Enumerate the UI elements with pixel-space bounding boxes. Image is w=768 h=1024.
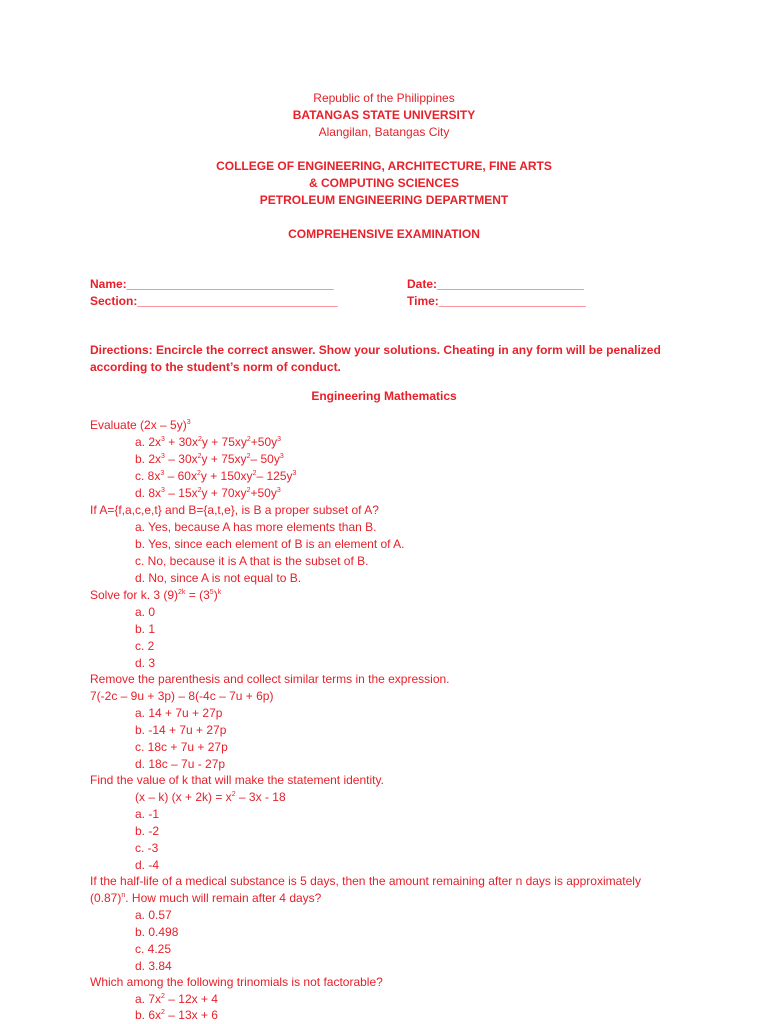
directions-line2: according to the student’s norm of conduct.	[90, 360, 341, 374]
q4-option-a[interactable]: a. 14 + 7u + 27p	[135, 706, 223, 720]
q3-option-c[interactable]: c. 2	[135, 639, 155, 653]
header-department: PETROLEUM ENGINEERING DEPARTMENT	[259, 193, 509, 207]
name-field[interactable]: Name:_______________________________	[90, 277, 334, 291]
q4-option-d[interactable]: d. 18c – 7u - 27p	[135, 757, 226, 771]
q3-option-b[interactable]: b. 1	[135, 622, 156, 636]
q1-option-b[interactable]: b. $2x^3 - 30x^2y + 75xy^2-$ $50y^3$	[135, 452, 284, 466]
question-5-expression: (x – k) $(x + 2k) = x^2 - 3x - 18$	[135, 790, 286, 804]
header-republic: Republic of the Philippines	[313, 91, 455, 105]
q4-option-b[interactable]: b. -14 + 7u + 27p	[135, 723, 227, 737]
q3-option-d[interactable]: d. 3	[135, 656, 156, 670]
q5-option-c[interactable]: c. -3	[135, 841, 159, 855]
q6-option-a[interactable]: a. 0.57	[135, 908, 172, 922]
question-2: If A={f,a,c,e,t} and B={a,t,e}, is B a proper subset of A?	[90, 503, 379, 517]
q7-option-b[interactable]: b. $6x^2 - 13x + 6$	[135, 1008, 218, 1022]
header-location: Alangilan, Batangas City	[318, 125, 450, 139]
q7-option-a[interactable]: a. $7x^2 - 12x + 4$	[135, 992, 218, 1006]
q5-option-d[interactable]: d. -4	[135, 858, 160, 872]
q6-option-c[interactable]: c. 4.25	[135, 942, 172, 956]
exam-title: COMPREHENSIVE EXAMINATION	[288, 227, 480, 241]
q2-option-d[interactable]: d. No, since A is not equal to B.	[135, 571, 302, 585]
header-college-line1: COLLEGE OF ENGINEERING, ARCHITECTURE, FINE ARTS	[216, 159, 552, 173]
q2-option-c[interactable]: c. No, because it is A that is the subset of B.	[135, 554, 369, 568]
q3-option-a[interactable]: a. 0	[135, 605, 156, 619]
header-college-line2: & COMPUTING SCIENCES	[308, 176, 459, 190]
question-5: Find the value of k that will make the statement identity.	[90, 773, 384, 787]
question-6-line2: $(0.87)^n$. How much will remain after 4 days?	[90, 891, 322, 905]
question-1-exponent: 3	[186, 419, 191, 426]
q6-option-d[interactable]: d. 3.84	[135, 959, 172, 973]
q5-option-b[interactable]: b. -2	[135, 824, 160, 838]
q5-option-a[interactable]: a. -1	[135, 807, 160, 821]
section-field[interactable]: Section:______________________________	[90, 294, 338, 308]
directions-line1: Directions: Encircle the correct answer. Show your solutions. Cheating in any form will be penalized	[90, 343, 661, 357]
q1-option-c[interactable]: c. $8x^3 - 60x^2y + 150xy^2-$ $125y^3$	[135, 469, 297, 483]
q6-option-b[interactable]: b. 0.498	[135, 925, 179, 939]
question-6-line1: If the half-life of a medical substance is 5 days, then the amount remaining after n days is approximately	[90, 874, 641, 888]
question-7: Which among the following trinomials is not factorable?	[90, 975, 383, 989]
q2-option-b[interactable]: b. Yes, since each element of B is an element of A.	[135, 537, 405, 551]
header-university: BATANGAS STATE UNIVERSITY	[292, 108, 476, 122]
question-4: Remove the parenthesis and collect similar terms in the expression.	[90, 672, 450, 686]
question-1	[90, 417, 191, 434]
q4-option-c[interactable]: c. 18c + 7u + 27p	[135, 740, 228, 754]
q1-option-a[interactable]: a. $2x^3 + 30x^2y + 75xy^2+50y^3$	[135, 435, 282, 449]
q2-option-a[interactable]: a. Yes, because A has more elements than B.	[135, 520, 377, 534]
time-field[interactable]: Time:______________________	[407, 294, 586, 308]
q1-option-d[interactable]: d. $8x^3 - 15x^2y + 70xy^2+50y^3$	[135, 486, 281, 500]
question-1-stem: Evaluate (2x – 5y)	[90, 418, 187, 432]
question-4-expression: 7(-2c – 9u + 3p) – 8(-4c – 7u + 6p)	[90, 689, 274, 703]
question-3: Solve for k. 3 $(9)^{2k} = (3^5)^k$	[90, 588, 222, 602]
date-field[interactable]: Date:______________________	[407, 277, 584, 291]
section-title: Engineering Mathematics	[311, 389, 457, 403]
